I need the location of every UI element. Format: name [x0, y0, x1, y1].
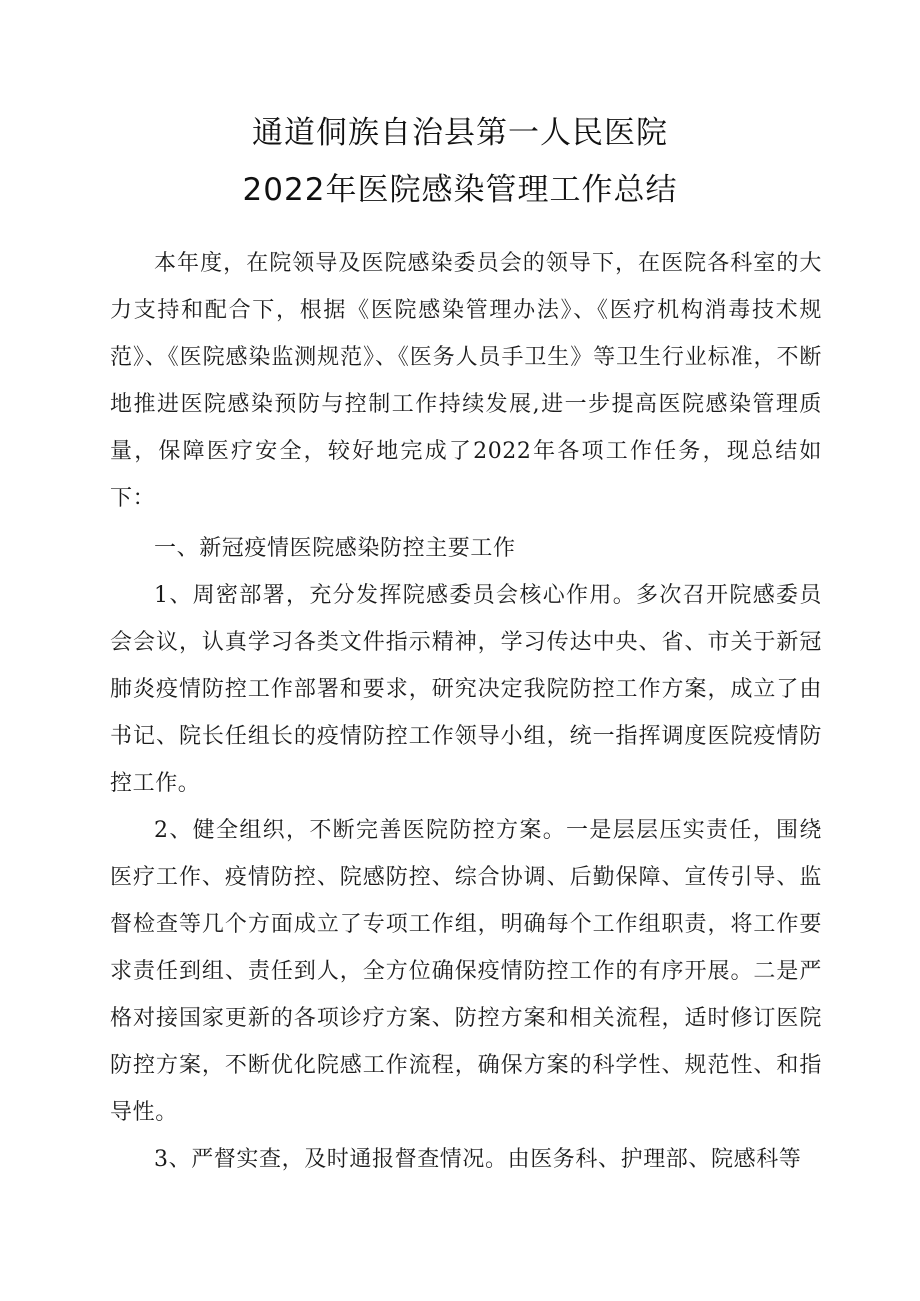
- document-body: [110, 240, 822, 1183]
- section-heading-1: 一、新冠疫情医院感染防控主要工作: [154, 536, 516, 561]
- document-title-line2: 2022年医院感染管理工作总结: [242, 172, 678, 208]
- paragraph-item-1: 1、周密部署，充分发挥院感委员会核心作用。多次召开院感委员会会议，认真学习各类文件指示精神，学习传达中央、省、市关于新冠肺炎疫情防控工作部署和要求，研究决定我院防控工作方案，成立了由书记、院长任组长的疫情防控工作领导小组，统一指挥调度医院疫情防控工作。: [110, 583, 822, 796]
- paragraph-item-2: 2、健全组织，不断完善医院防控方案。一是层层压实责任，围绕医疗工作、疫情防控、院感防控、综合协调、后勤保障、宣传引导、监督检查等几个方面成立了专项工作组，明确每个工作组职责，将工作要求责任到组、责任到人，全方位确保疫情防控工作的有序开展。二是严格对接国家更新的各项诊疗方案、防控方案和相关流程，适时修订医院防控方案，不断优化院感工作流程，确保方案的科学性、规范性、和指导性。: [110, 818, 822, 1125]
- paragraph-intro: 本年度，在院领导及医院感染委员会的领导下，在医院各科室的大力支持和配合下，根据《医院感染管理办法》、《医疗机构消毒技术规范》、《医院感染监测规范》、《医务人员手卫生》等卫生行业标准，不断地推进医院感染预防与控制工作持续发展,进一步提高医院感染管理质量，保障医疗安全，较好地完成了2022年各项工作任务，现总结如下：: [110, 251, 822, 511]
- document-title-line1: 通道侗族自治县第一人民医院: [252, 115, 668, 151]
- paragraph-item-3: 3、严督实查，及时通报督查情况。由医务科、护理部、院感科等: [154, 1147, 802, 1172]
